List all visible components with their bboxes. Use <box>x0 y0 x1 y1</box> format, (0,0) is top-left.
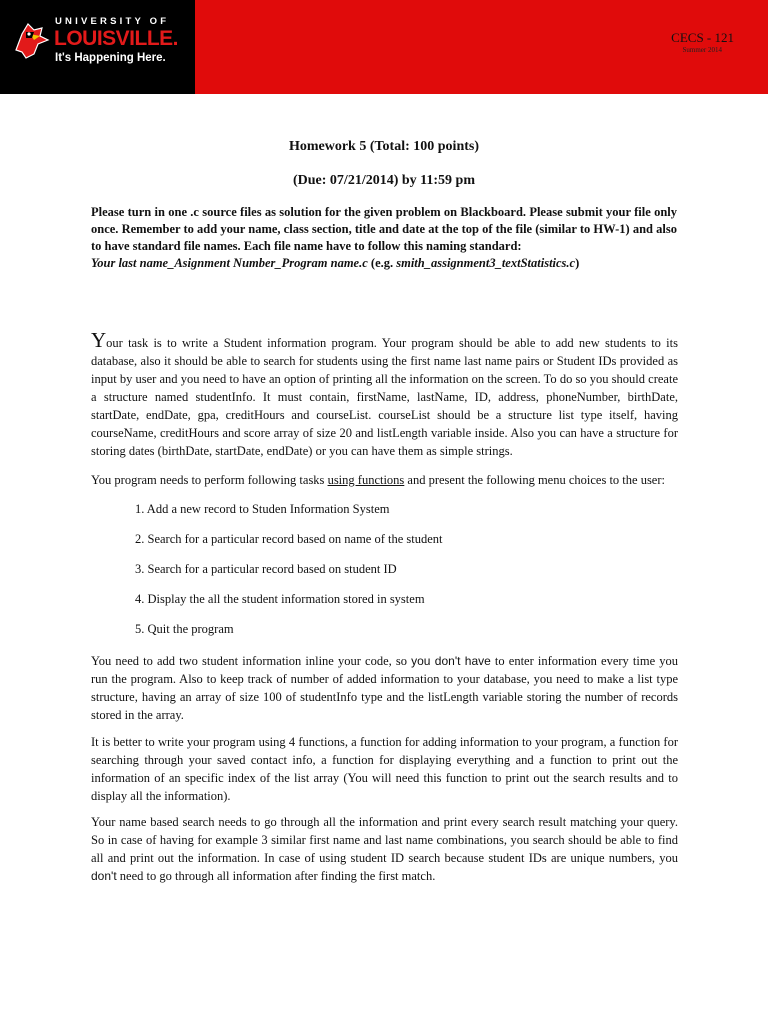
inline-after: to enter information every time you run the program. Also to keep track of number of added information to your database, you need to make a list type structure, having an array of size 100 of studentInfo type and the listLength variable storing the number of records stored in the array. <box>91 654 678 722</box>
menu-intro-after: and present the following menu choices to the user: <box>404 473 665 487</box>
example-open: (e.g. <box>367 256 397 270</box>
submission-instructions <box>91 204 677 272</box>
page-header <box>0 0 768 94</box>
logo-university-text: UNIVERSITY OF <box>55 16 170 27</box>
search-after: need to go through all information after finding the first match. <box>116 869 436 883</box>
due-date: (Due: 07/21/2014) by 11:59 pm <box>293 173 475 188</box>
menu-item-quit: 5. Quit the program <box>135 622 234 636</box>
instructions-text: Please turn in one .c source files as solution for the given problem on Blackboard. Please submit your file only once. Remember to add your name, class section, title and date at the top of the file (similar to HW-1) and also to have standard file names. Each file name have to follow this naming standard: <box>91 205 677 253</box>
menu-intro-paragraph <box>91 471 678 489</box>
cardinal-icon <box>12 20 50 60</box>
document-title: Homework 5 (Total: 100 points) <box>288 139 480 154</box>
course-code: CECS - 121 <box>671 30 734 45</box>
logo-tagline: It's Happening Here. <box>55 52 166 64</box>
task-paragraph <box>91 328 678 460</box>
menu-intro-underlined: using functions <box>327 473 405 487</box>
search-paragraph <box>91 813 678 885</box>
logo-name-text: LOUISVILLE. <box>54 27 179 50</box>
menu-item-add: 1. Add a new record to Studen Information System <box>135 502 390 516</box>
functions-paragraph: It is better to write your program using 4 functions, a function for adding information to your program, a function for searching through your saved contact info, a function for displaying everything and a function to print out the information of an specific index of the list array (You will need this function to print out the search results and to display all the information). <box>91 735 678 803</box>
menu-intro-before: You program needs to perform following tasks <box>91 473 328 487</box>
university-logo <box>0 0 195 94</box>
menu-item-search-id: 3. Search for a particular record based on student ID <box>135 562 397 576</box>
example-close: ) <box>575 256 580 270</box>
search-highlight: don't <box>91 869 117 883</box>
example-filename: smith_assignment3_textStatistics.c <box>396 256 576 270</box>
task-text: our task is to write a Student information program. Your program should be able to add new students to its database, also it should be able to search for students using the first name last name pairs or Student IDs provided as input by user and you need to have an option of printing all the information on the screen. To do so you should create a structure named studentInfo. It must contain, firstName, lastName, ID, address, phoneNumber, birthDate, startDate, endDate, gpa, creditHours and courseList. courseList should be a structure list type itself, having courseName, creditHours and score array of size 20 and listLength variable inside. Also you can have a structure for storing dates (birthDate, startDate, endDate) or you can have them as simple strings. <box>91 336 678 458</box>
search-before: Your name based search needs to go through all the information and print every search result matching your query. So in case of having for example 3 similar first name and last name combinations, you search should be able to find all and print out the information. In case of using student ID search because student IDs are unique numbers, you <box>91 815 678 865</box>
menu-item-display: 4. Display the all the student information stored in system <box>135 592 425 606</box>
inline-data-paragraph <box>91 652 678 724</box>
course-term: Summer 2014 <box>682 46 722 54</box>
naming-pattern: Your last name_Asignment Number_Program name.c <box>91 256 368 270</box>
inline-highlight: you don't have <box>411 654 491 668</box>
inline-before: You need to add two student information inline your code, so <box>91 654 412 668</box>
menu-item-search-name: 2. Search for a particular record based on name of the student <box>135 532 443 546</box>
drop-cap: Y <box>91 328 107 352</box>
